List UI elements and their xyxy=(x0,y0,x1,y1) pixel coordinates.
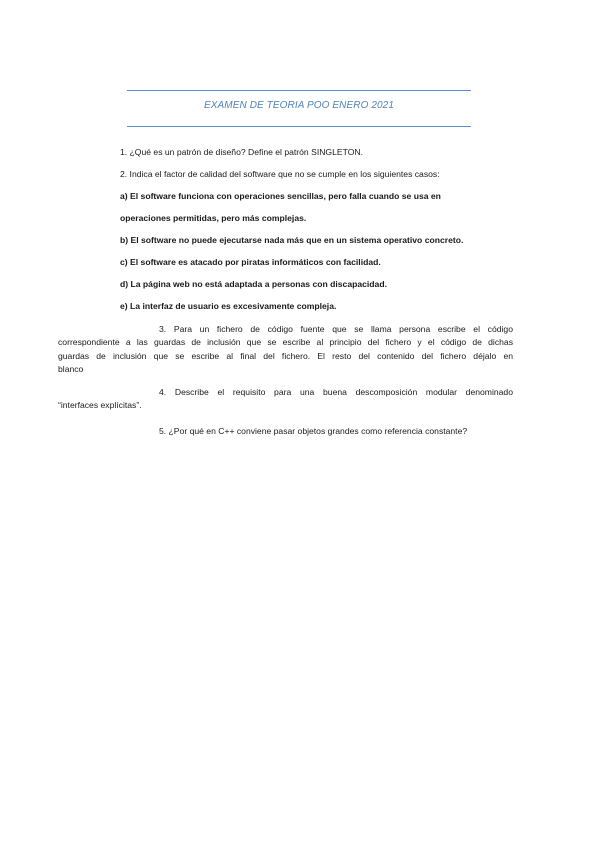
question-3-line-4: blanco xyxy=(58,363,84,374)
question-3-line-3: guardas de inclusión que se escribe al final del fichero. El resto del contenido del fichero déjalo en xyxy=(58,350,513,361)
question-2-item-a-line-2: operaciones permitidas, pero más complejas. xyxy=(120,213,307,223)
question-4-line-1: 4. Describe el requisito para una buena descomposición modular denominado xyxy=(159,387,513,397)
question-2-item-a-line-1: a) El software funciona con operaciones sencillas, pero falla cuando se usa en xyxy=(120,191,441,201)
question-5: 5. ¿Por qué en C++ conviene pasar objetos grandes como referencia constante? xyxy=(159,426,468,436)
question-2-item-e: e) La interfaz de usuario es excesivamente compleja. xyxy=(120,301,337,311)
document-title: EXAMEN DE TEORIA POO ENERO 2021 xyxy=(203,100,394,111)
question-2-intro: 2. Indica el factor de calidad del software que no se cumple en los siguientes casos: xyxy=(120,169,440,179)
title-bottom-rule xyxy=(127,126,471,127)
question-3-line-1: 3. Para un fichero de código fuente que se llama persona escribe el código xyxy=(159,324,513,334)
question-3 xyxy=(58,323,513,376)
question-4 xyxy=(58,386,513,413)
question-2-item-b: b) El software no puede ejecutarse nada más que en un sistema operativo concreto. xyxy=(120,235,464,245)
question-2-item-d: d) La página web no está adaptada a personas con discapacidad. xyxy=(120,279,387,289)
question-4-line-2: “interfaces explícitas”. xyxy=(58,400,142,411)
question-2-item-c: c) El software es atacado por piratas informáticos con facilidad. xyxy=(120,257,381,267)
question-1: 1. ¿Qué es un patrón de diseño? Define el patrón SINGLETON. xyxy=(120,147,363,157)
title-top-rule xyxy=(127,90,471,91)
question-3-line-2: correspondiente a las guardas de inclusión que se escribe al principio del fichero y el código de dichas xyxy=(58,337,513,348)
